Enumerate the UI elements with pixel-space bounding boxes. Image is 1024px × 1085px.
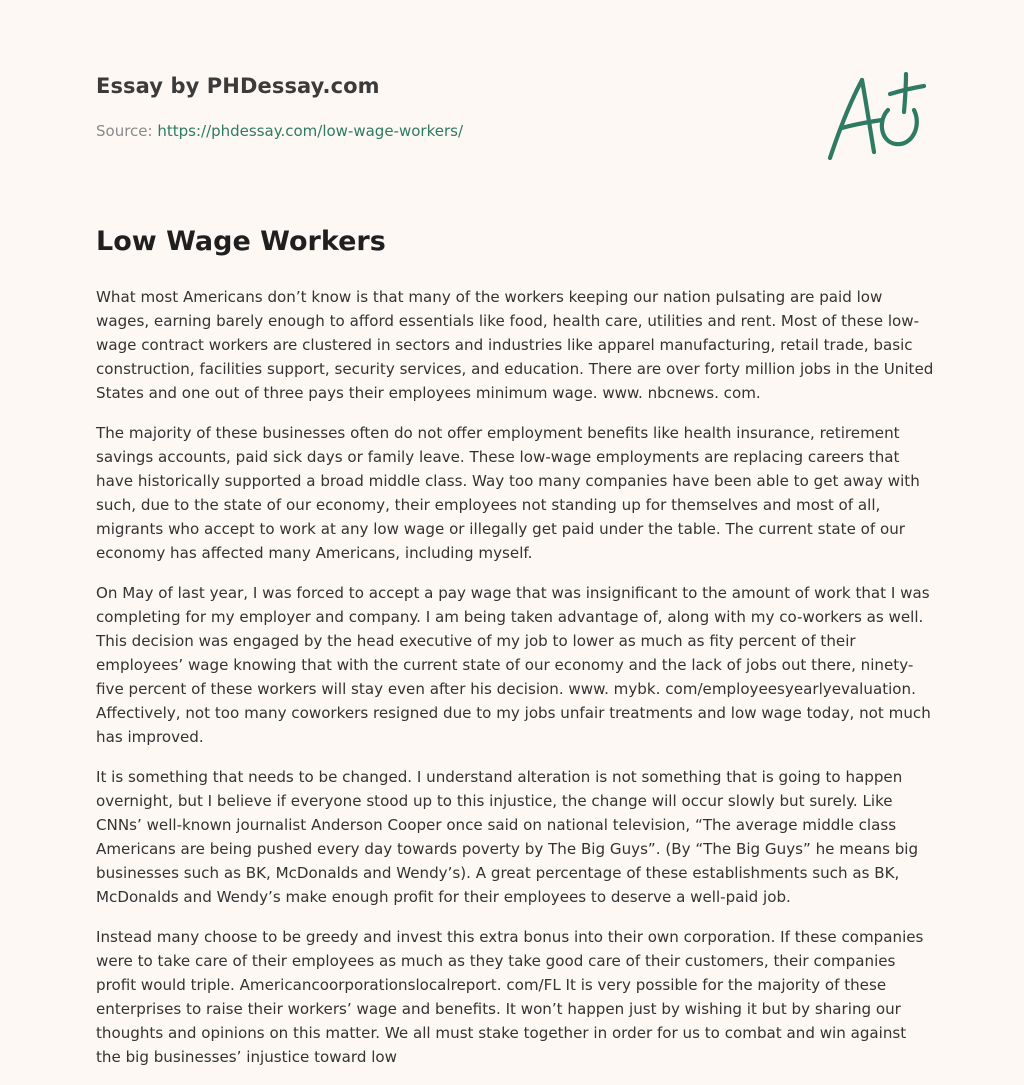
source-line bbox=[96, 122, 463, 140]
essay-paragraph: It is something that needs to be changed. I understand alteration is not something that is going to happen overnight, but I believe if everyone stood up to this injustice, the change will occur slowly but surely. Like CNNs’ well-known journalist Anderson Cooper once said on national television, “The average middle class Americans are being pushed every day towards poverty by The Big Guys”. (By “The Big Guys” he means big businesses such as BK, McDonalds and Wendy’s). A great percentage of these establishments such as BK, McDonalds and Wendy’s make enough profit for their employees to deserve a well-paid job. bbox=[96, 768, 919, 906]
site-title: Essay by PHDessay.com bbox=[96, 74, 380, 98]
source-link[interactable]: https://phdessay.com/low-wage-workers/ bbox=[157, 122, 463, 140]
essay-paragraph: On May of last year, I was forced to accept a pay wage that was insignificant to the amount of work that I was completing for my employer and company. I am being taken advantage of, along with my co-workers as well. This decision was engaged by the head executive of my job to lower as much as fity percent of their employees’ wage knowing that with the current state of our economy and the lack of jobs out there, ninety-five percent of these workers will stay even after his decision. www. mybk. com/employeesyearlyevaluation. Affectively, not too many coworkers resigned due to my jobs unfair treatments and low wage today, not much has improved. bbox=[96, 584, 931, 746]
source-label: Source: bbox=[96, 122, 153, 140]
essay-paragraph: The majority of these businesses often do not offer employment benefits like health insurance, retirement savings accounts, paid sick days or family leave. These low-wage employments are replacing careers that have historically supported a broad middle class. Way too many companies have been able to get away with such, due to the state of our economy, their employees not standing up for themselves and most of all, migrants who accept to work at any low wage or illegally get paid under the table. The current state of our economy has affected many Americans, including myself. bbox=[96, 424, 920, 562]
essay-body bbox=[96, 285, 934, 1085]
essay-title: Low Wage Workers bbox=[96, 226, 386, 257]
essay-paragraph: What most Americans don’t know is that many of the workers keeping our nation pulsating are paid low wages, earning barely enough to afford essentials like food, health care, utilities and rent. Most of these low-wage contract workers are clustered in sectors and industries like apparel manufacturing, retail trade, basic construction, facilities support, security services, and education. There are over forty million jobs in the United States and one out of three pays their employees minimum wage. www. nbcnews. com. bbox=[96, 288, 934, 402]
essay-paragraph: Instead many choose to be greedy and invest this extra bonus into their own corporation. If these companies were to take care of their employees as much as they take good care of their customers, their companies profit would triple. Americancoorporationslocalreport. com/FL It is very possible for the majority of these enterprises to raise their workers’ wage and benefits. It won’t happen just by wishing it but by sharing our thoughts and opinions on this matter. We all must stake together in order for us to combat and win against the big businesses’ injustice toward low bbox=[96, 928, 924, 1066]
a-plus-grade-icon bbox=[822, 68, 928, 164]
